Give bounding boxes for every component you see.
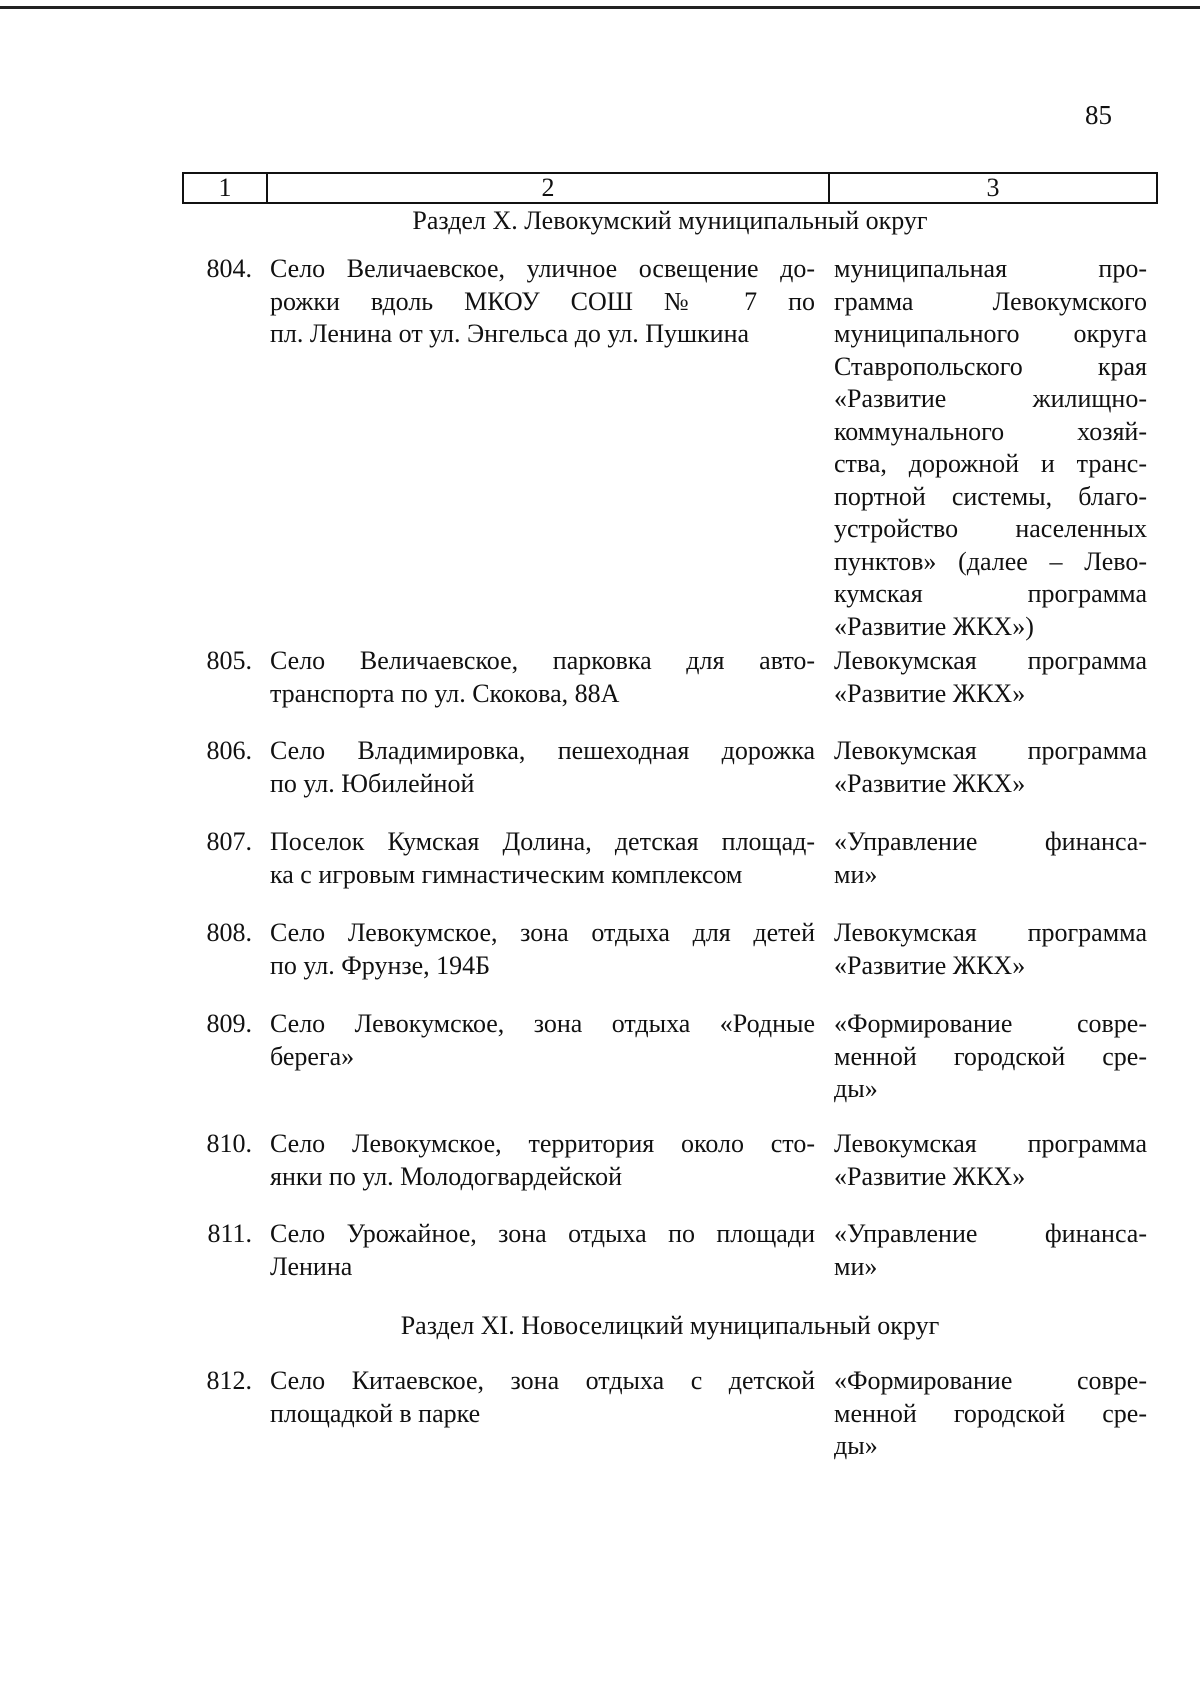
description-line: Село Величаевское, парковка для авто-: [270, 646, 815, 675]
program-source: [834, 1128, 1147, 1193]
section-title: Раздел XI. Новоселицкий муниципальный округ: [400, 1311, 940, 1340]
object-description: [270, 253, 815, 351]
program-line: менной городской сре-: [834, 1398, 1147, 1428]
description-line: по ул. Фрунзе, 194Б: [270, 950, 491, 980]
description-line: Село Владимировка, пешеходная дорожка: [270, 736, 815, 765]
program-line: менной городской сре-: [834, 1041, 1147, 1071]
object-description: [270, 826, 815, 891]
column-header-table: [182, 172, 1158, 204]
program-line: «Управление финанса-: [834, 1219, 1147, 1248]
page-number: 85: [1085, 100, 1112, 130]
description-line: янки по ул. Молодогвардейской: [270, 1161, 622, 1191]
program-line: кумская программа: [834, 579, 1147, 608]
table-row: [190, 826, 1148, 891]
program-line: ды»: [834, 1431, 878, 1460]
column-header-3: 3: [986, 173, 1000, 202]
description-line: Село Урожайное, зона отдыха по площади: [270, 1219, 815, 1248]
program-line: Левокумская программа: [834, 736, 1147, 765]
program-line: «Управление финанса-: [834, 827, 1147, 856]
section-title: Раздел X. Левокумский муниципальный округ: [412, 206, 928, 235]
program-line: «Развитие ЖКХ»: [834, 678, 1026, 708]
program-line: Левокумская программа: [834, 918, 1147, 947]
program-line: «Развитие ЖКХ»: [834, 950, 1026, 980]
table-row: [190, 253, 1148, 643]
program-source: [834, 1365, 1147, 1463]
program-line: «Развитие жилищно-: [834, 384, 1147, 413]
program-source: [834, 735, 1147, 800]
program-line: «Развитие ЖКХ»: [834, 1161, 1026, 1191]
table-row: [190, 735, 1148, 800]
program-line: «Формирование совре-: [834, 1366, 1147, 1395]
program-line: «Формирование совре-: [834, 1009, 1147, 1038]
column-header-1: 1: [184, 174, 268, 202]
program-line: Левокумская программа: [834, 646, 1147, 675]
program-source: [834, 1008, 1147, 1106]
program-line: муниципальная про-: [834, 254, 1147, 283]
description-line: Село Левокумское, зона отдыха «Родные: [270, 1009, 815, 1038]
program-line: Ставропольского края: [834, 351, 1147, 381]
program-line: коммунального хозяй-: [834, 416, 1147, 446]
description-line: Ленина: [270, 1251, 353, 1281]
top-rule: [0, 6, 1200, 9]
program-line: муниципального округа: [834, 319, 1147, 348]
table-row: [190, 1218, 1148, 1283]
description-line: по ул. Юбилейной: [270, 768, 475, 798]
description-line: площадкой в парке: [270, 1398, 481, 1428]
program-line: «Развитие ЖКХ»): [834, 611, 1034, 641]
program-line: ды»: [834, 1074, 878, 1103]
program-line: пунктов» (далее – Лево-: [834, 546, 1147, 576]
table-row: [190, 917, 1148, 982]
description-line: рожки вдоль МКОУ СОШ № 7 по: [270, 286, 815, 316]
object-description: [270, 1008, 815, 1073]
table-row: [190, 645, 1148, 710]
row-number: 811.: [207, 1219, 252, 1248]
row-number: 809.: [206, 1009, 252, 1038]
program-line: ми»: [834, 859, 878, 889]
object-description: [270, 1365, 815, 1430]
description-line: пл. Ленина от ул. Энгельса до ул. Пушкина: [270, 319, 750, 348]
description-line: Село Левокумское, зона отдыха для детей: [270, 918, 815, 947]
row-number: 807.: [206, 827, 252, 856]
program-source: [834, 826, 1147, 891]
row-number: 810.: [206, 1129, 252, 1158]
row-number: 804.: [206, 254, 252, 283]
row-number: 808.: [206, 918, 252, 947]
description-line: Село Китаевское, зона отдыха с детской: [270, 1366, 815, 1395]
description-line: транспорта по ул. Скокова, 88А: [270, 678, 620, 708]
table-row: [190, 1365, 1148, 1463]
object-description: [270, 1218, 815, 1283]
program-line: «Развитие ЖКХ»: [834, 768, 1026, 798]
description-line: берега»: [270, 1041, 355, 1071]
description-line: Село Величаевское, уличное освещение до-: [270, 254, 815, 283]
program-line: Левокумская программа: [834, 1129, 1147, 1158]
program-source: [834, 645, 1147, 710]
row-number: 805.: [206, 646, 252, 675]
program-line: ми»: [834, 1251, 878, 1281]
object-description: [270, 917, 815, 982]
description-line: Село Левокумское, территория около сто-: [270, 1129, 815, 1158]
object-description: [270, 735, 815, 800]
description-line: ка с игровым гимнастическим комплексом: [270, 859, 743, 889]
object-description: [270, 1128, 815, 1193]
program-line: портной системы, благо-: [834, 481, 1147, 511]
table-row: [190, 1128, 1148, 1193]
program-line: устройство населенных: [834, 514, 1147, 543]
object-description: [270, 645, 815, 710]
description-line: Поселок Кумская Долина, детская площад-: [270, 827, 815, 856]
program-source: [834, 1218, 1147, 1283]
row-number: 806.: [206, 736, 252, 765]
table-row: [190, 1008, 1148, 1106]
row-number: 812.: [206, 1366, 252, 1395]
program-line: грамма Левокумского: [834, 286, 1147, 316]
program-line: ства, дорожной и транс-: [834, 449, 1147, 478]
column-header-2: 2: [268, 174, 830, 202]
program-source: [834, 253, 1147, 643]
program-source: [834, 917, 1147, 982]
